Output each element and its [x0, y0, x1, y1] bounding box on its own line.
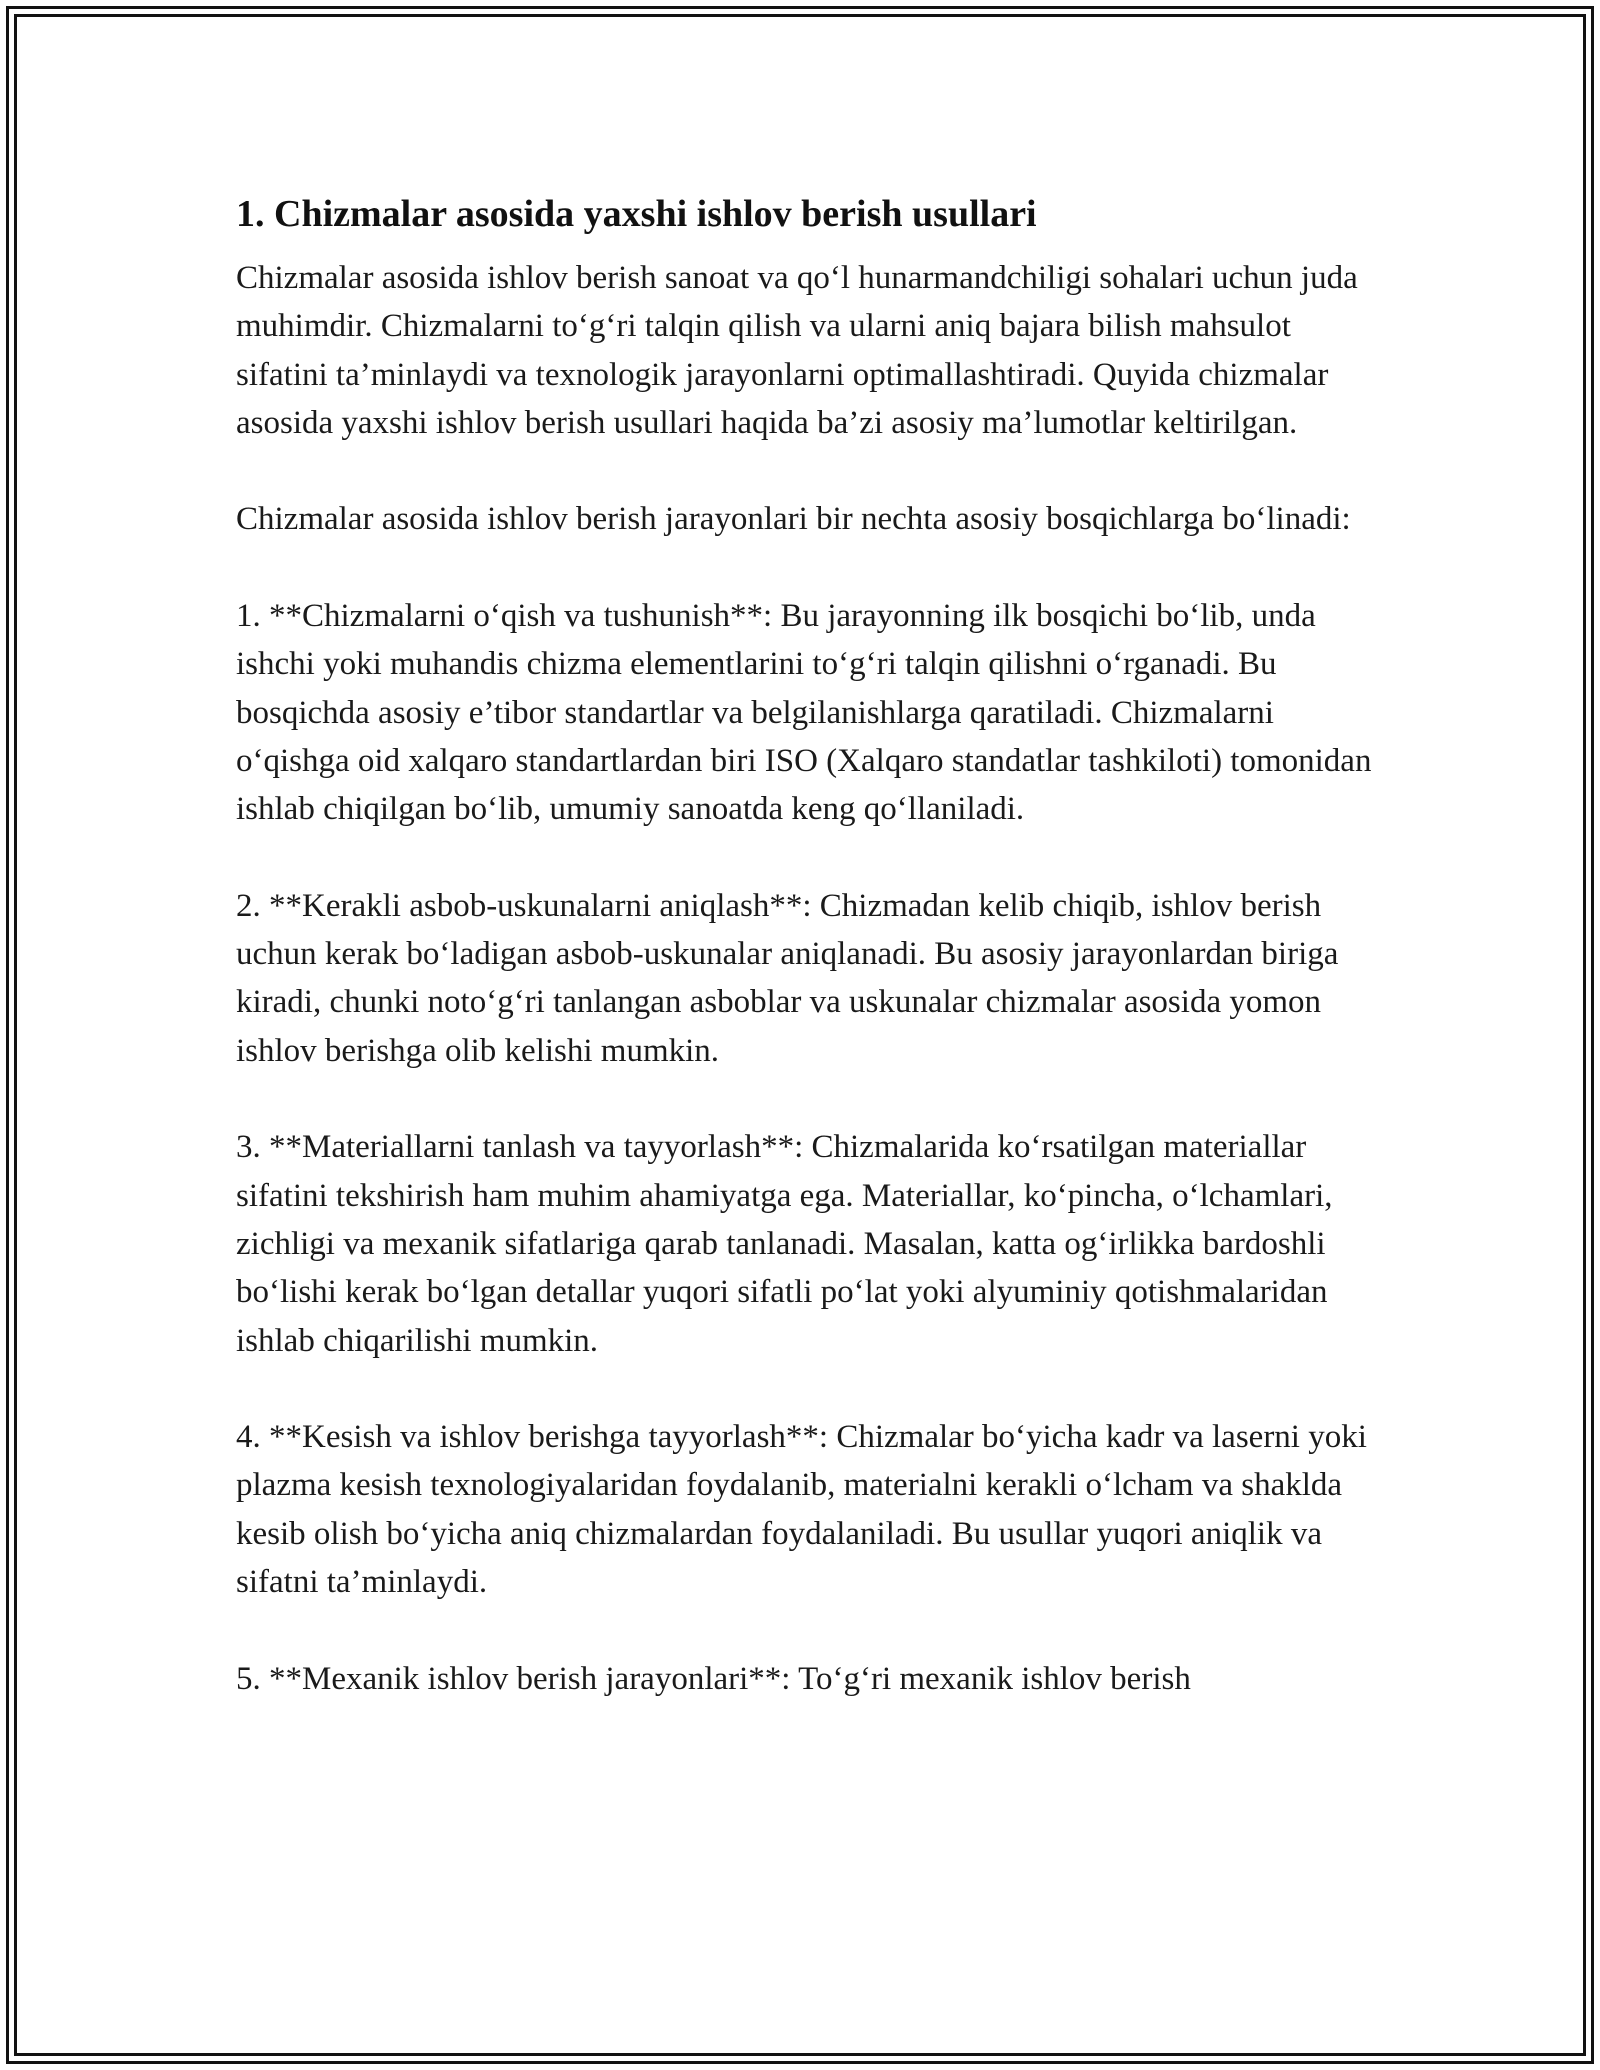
- document-body: [236, 186, 1376, 1703]
- stage-4-paragraph: 4. **Kesish va ishlov berishga tayyorlash**: Chizmalar bo‘yicha kadr va laserni yoki plazma kesish texnologiyalaridan foydalanib, materialni kerakli o‘lcham va shaklda kesib olish bo‘yicha aniq chizmalardan foydalaniladi. Bu usullar yuqori aniqlik va sifatni ta’minlaydi.: [236, 1419, 1367, 1601]
- stage-1-paragraph: 1. **Chizmalarni o‘qish va tushunish**: Bu jarayonning ilk bosqichi bo‘lib, unda ishchi yoki muhandis chizma elementlarini to‘g‘ri talqin qilishni o‘rganadi. Bu bosqichda asosiy e’tibor standartlar va belgilanishlarga qaratiladi. Chizmalarni o‘qishga oid xalqaro standartlardan biri ISO (Xalqaro standatlar tashkiloti) tomonidan ishlab chiqilgan bo‘lib, umumiy sanoatda keng qo‘llaniladi.: [236, 598, 1372, 828]
- stages-intro-paragraph: Chizmalar asosida ishlov berish jarayonlari bir nechta asosiy bosqichlarga bo‘linadi:: [236, 501, 1351, 538]
- stage-3-paragraph: 3. **Materiallarni tanlash va tayyorlash**: Chizmalarida ko‘rsatilgan materiallar sifatini tekshirish ham muhim ahamiyatga ega. Materiallar, ko‘pincha, o‘lchamlari, zichligi va mexanik sifatlariga qarab tanlanadi. Masalan, katta og‘irlikka bardoshli bo‘lishi kerak bo‘lgan detallar yuqori sifatli po‘lat yoki alyuminiy qotishmalaridan ishlab chiqarilishi mumkin.: [236, 1129, 1333, 1359]
- document-title: 1. Chizmalar asosida yaxshi ishlov berish usullari: [236, 193, 1037, 235]
- stage-2-paragraph: 2. **Kerakli asbob-uskunalarni aniqlash**: Chizmadan kelib chiqib, ishlov berish uchun kerak bo‘ladigan asbob-uskunalar aniqlanadi. Bu asosiy jarayonlardan biriga kiradi, chunki noto‘g‘ri tanlangan asboblar va uskunalar chizmalar asosida yomon ishlov berishga olib kelishi mumkin.: [236, 887, 1339, 1069]
- intro-paragraph: Chizmalar asosida ishlov berish sanoat va qo‘l hunarmandchiligi sohalari uchun juda muhimdir. Chizmalarni to‘g‘ri talqin qilish va ularni aniq bajara bilish mahsulot sifatini ta’minlaydi va texnologik jarayonlarni optimallashtiradi. Quyida chizmalar asosida yaxshi ishlov berish usullari haqida ba’zi asosiy ma’lumotlar keltirilgan.: [236, 260, 1358, 441]
- stage-5-paragraph: 5. **Mexanik ishlov berish jarayonlari**: To‘g‘ri mexanik ishlov berish: [236, 1660, 1191, 1697]
